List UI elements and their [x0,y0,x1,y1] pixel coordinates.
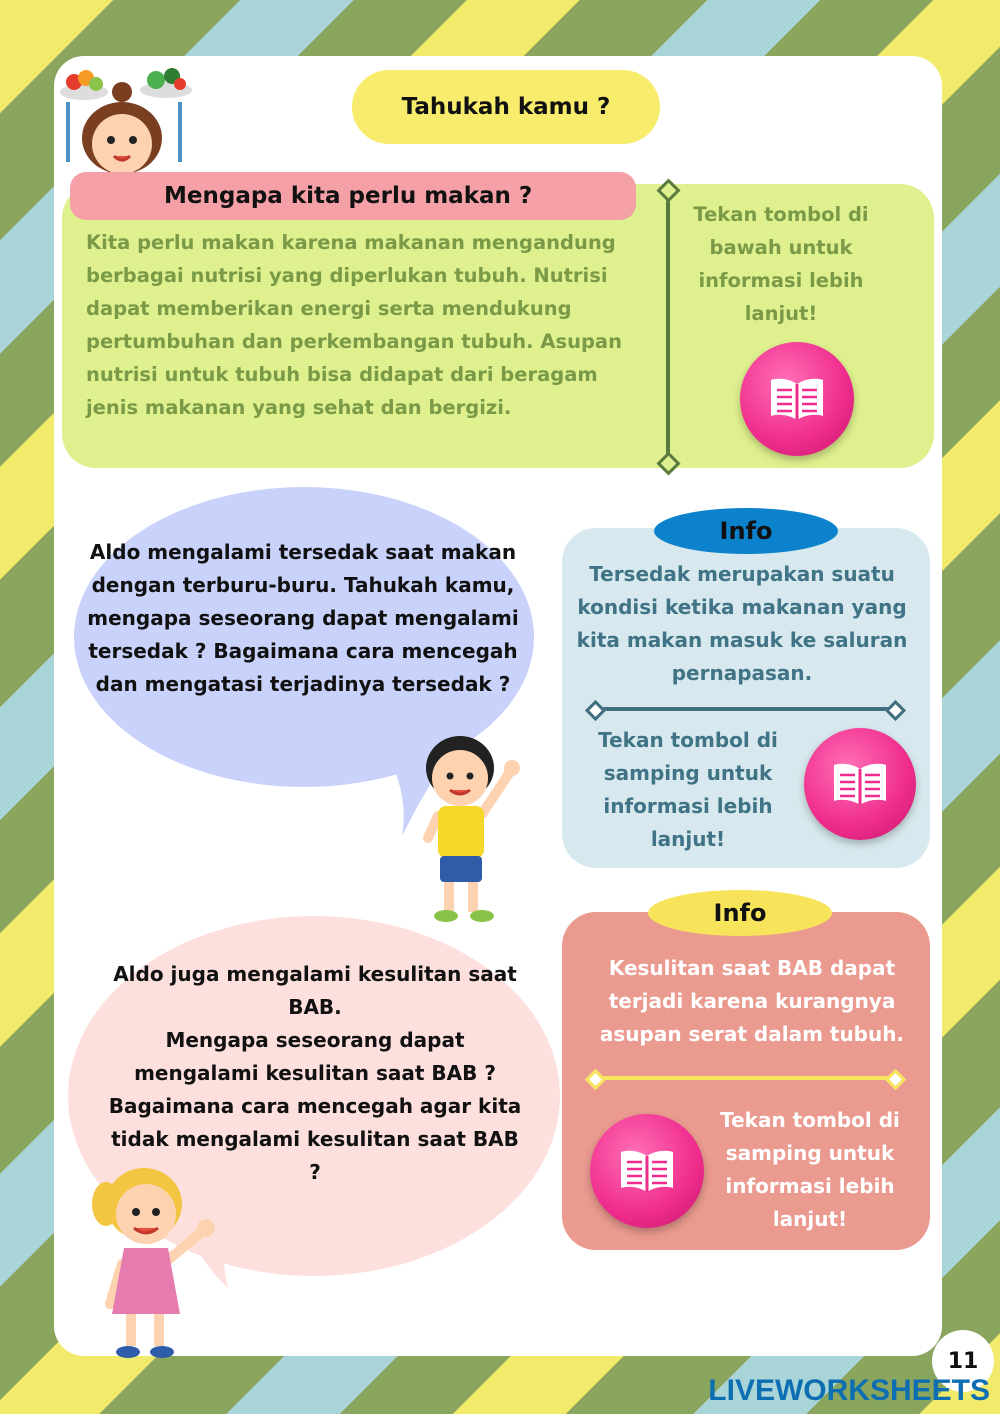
info-label-2: Info [648,890,832,936]
page-title: Tahukah kamu ? [352,70,660,144]
bubble-1-text: Aldo mengalami tersedak saat makan dengan terburu-buru. Tahukah kamu, mengapa seseorang dapat mengalami tersedak ? Bagaimana cara mencegah dan mengatasi terjadinya tersedak ? [87,540,519,696]
liveworksheets-logo[interactable]: LIVEWORKSHEETS [708,1374,990,1407]
info-2-instruction: Tekan tombol di samping untuk informasi lebih lanjut! [720,1108,900,1231]
book-icon [831,761,889,807]
info-1-instruction: Tekan tombol di samping untuk informasi lebih lanjut! [598,728,778,851]
info-2-text: Kesulitan saat BAB dapat terjadi karena kurangnya asupan serat dalam tubuh. [599,956,905,1046]
book-button-2[interactable] [804,728,916,840]
boy-illustration [410,732,530,928]
instruction-text: Tekan tombol di bawah untuk informasi lebih lanjut! [693,203,869,325]
info-1-divider [594,707,896,711]
vertical-divider [666,188,670,466]
section-body-text: Kita perlu makan karena makanan mengandung berbagai nutrisi yang diperlukan tubuh. Nutrisi dapat memberikan energi serta mendukung pertumbuhan dan perkembangan tubuh. Asupan nutrisi untuk tubuh bisa didapat dari beragam jenis makanan yang sehat dan bergizi. [86,231,622,419]
bubble-2-text-line1: Aldo juga mengalami kesulitan saat BAB. [113,962,517,1019]
book-icon [618,1148,676,1194]
book-button-1[interactable] [740,342,854,456]
book-button-3[interactable] [590,1114,704,1228]
info-1-text: Tersedak merupakan suatu kondisi ketika makanan yang kita makan masuk ke saluran pernapasan. [576,562,908,685]
book-icon [768,376,826,422]
section-heading: Mengapa kita perlu makan ? [70,172,636,220]
page-number: 11 [932,1330,994,1392]
girl-illustration [88,1164,218,1364]
bubble-2-text-line2: Mengapa seseorang dapat mengalami kesulitan saat BAB ? Bagaimana cara mencegah agar kita tidak mengalami kesulitan saat BAB ? [108,1028,522,1184]
info-2-divider [594,1076,896,1080]
info-label-1: Info [654,508,838,554]
